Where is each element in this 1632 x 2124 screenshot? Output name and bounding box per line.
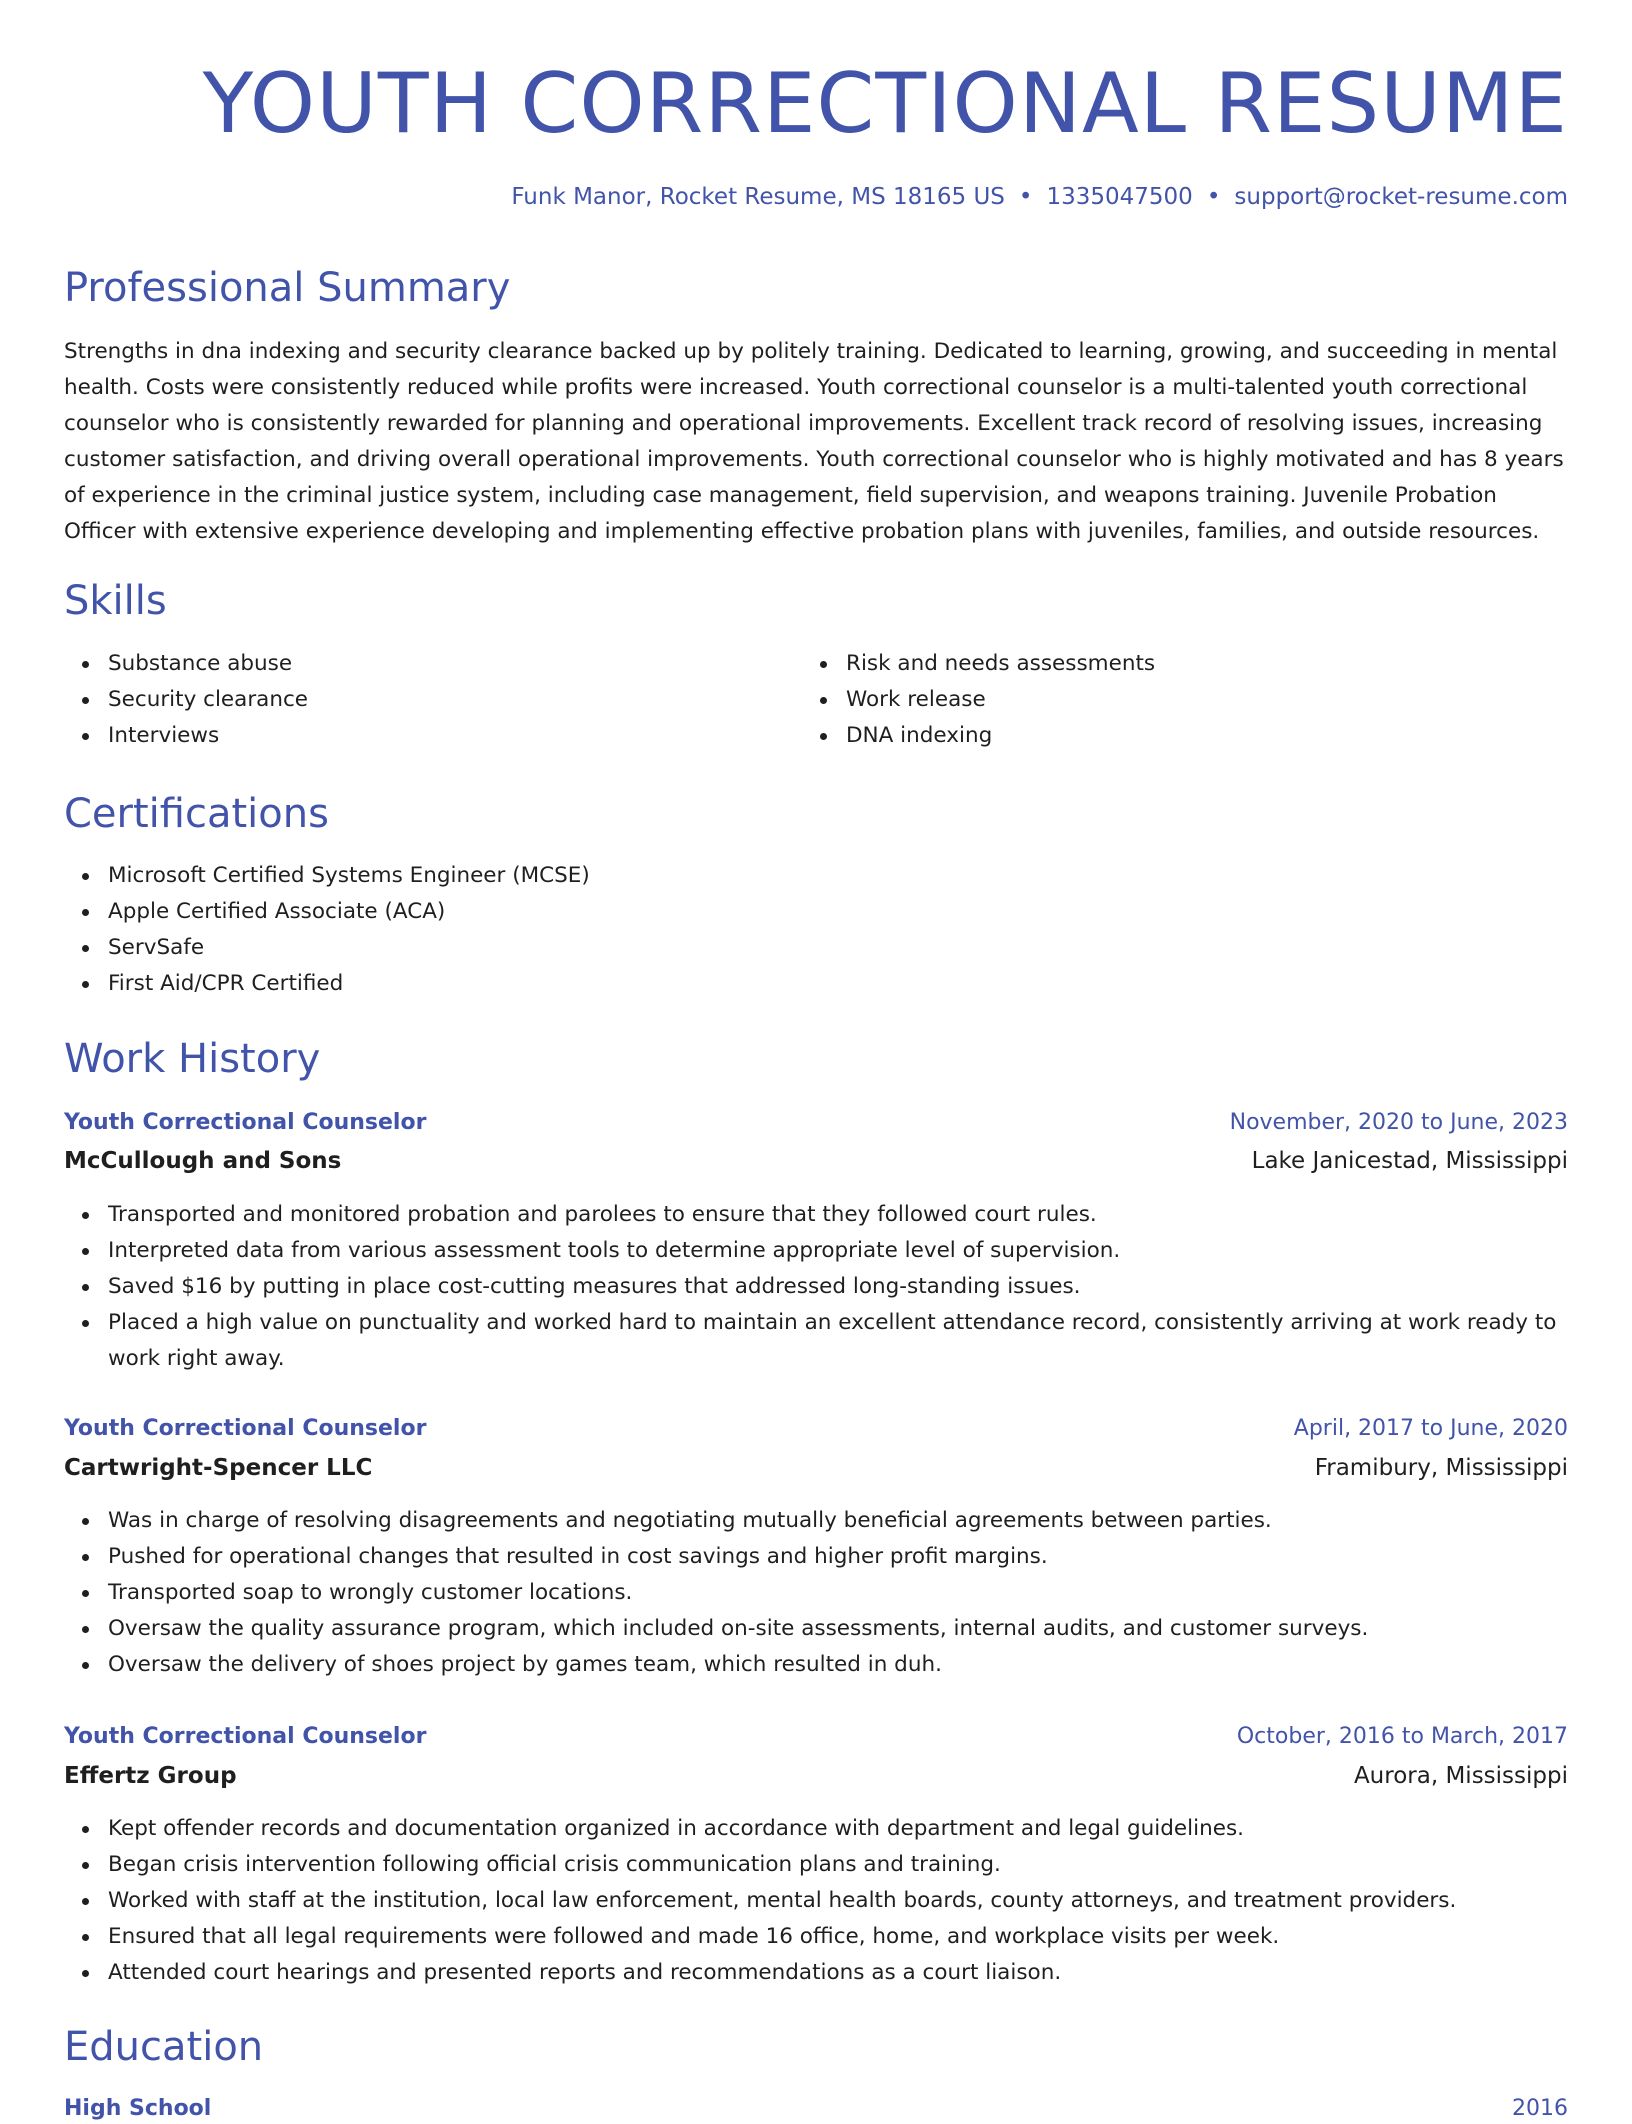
job-bullets — [64, 1503, 1568, 1683]
summary-text: Strengths in dna indexing and security clearance backed up by politely training. Dedicated to learning, growing, and succeeding in mental health. Costs were consistently reduced while profits were increased. Youth correctional counselor is a multi-talented youth correctional counselor who is consistently rewarded for planning and operational improvements. Excellent track record of resolving issues, increasing customer satisfaction, and driving overall operational improvements. Youth correctional counselor who is highly motivated and has 8 years of experience in the criminal justice system, including case management, field supervision, and weapons training. Juvenile Probation Officer with extensive experience developing and implementing effective probation plans with juveniles, families, and outside resources. — [64, 339, 1564, 544]
job-bullet: Oversaw the delivery of shoes project by games team, which resulted in duh. — [108, 1647, 1568, 1683]
education-title: High School — [64, 2096, 212, 2121]
job-header — [64, 1414, 1568, 1444]
skill-item: Risk and needs assessments — [846, 646, 1546, 682]
job-bullet: Attended court hearings and presented reports and recommendations as a court liaison. — [108, 1955, 1568, 1991]
section-title-education: Education — [64, 2024, 264, 2070]
contact-line — [511, 182, 1568, 212]
skill-item: DNA indexing — [846, 718, 1546, 754]
company-name: Cartwright-Spencer LLC — [64, 1455, 373, 1481]
separator: • — [1018, 184, 1033, 210]
job-title: Youth Correctional Counselor — [64, 1416, 427, 1441]
skills-list-right — [802, 646, 1546, 754]
job-bullet: Transported and monitored probation and parolees to ensure that they followed court rules. — [108, 1197, 1568, 1233]
section-title-summary: Professional Summary — [64, 265, 511, 311]
education-year: 2016 — [1512, 2096, 1568, 2121]
phone: 1335047500 — [1046, 184, 1193, 210]
job-company-row — [64, 1144, 1568, 1178]
job-bullet: Ensured that all legal requirements were followed and made 16 office, home, and workplace visits per week. — [108, 1919, 1568, 1955]
resume-title: YOUTH CORRECTIONAL RESUME — [202, 55, 1568, 152]
job-bullet: Began crisis intervention following official crisis communication plans and training. — [108, 1847, 1568, 1883]
certification-item: Microsoft Certified Systems Engineer (MCSE) — [108, 858, 1608, 894]
section-title-work-history: Work History — [64, 1036, 321, 1082]
job-bullet: Transported soap to wrongly customer locations. — [108, 1575, 1568, 1611]
job-location: Framibury, Mississippi — [1314, 1455, 1568, 1481]
job-bullets — [64, 1197, 1568, 1377]
certifications-list — [64, 858, 1608, 1002]
job-bullet: Saved $16 by putting in place cost-cutting measures that addressed long-standing issues. — [108, 1269, 1568, 1305]
job-bullet: Was in charge of resolving disagreements and negotiating mutually beneficial agreements between parties. — [108, 1503, 1568, 1539]
certification-item: First Aid/CPR Certified — [108, 966, 1608, 1002]
skill-item: Work release — [846, 682, 1546, 718]
job-header — [64, 1722, 1568, 1752]
certification-item: Apple Certified Associate (ACA) — [108, 894, 1608, 930]
company-name: McCullough and Sons — [64, 1148, 342, 1174]
job-dates: October, 2016 to March, 2017 — [1236, 1724, 1568, 1749]
job-bullet: Placed a high value on punctuality and worked hard to maintain an excellent attendance record, consistently arriving at work ready to work right away. — [108, 1305, 1568, 1377]
job-bullet: Interpreted data from various assessment tools to determine appropriate level of supervision. — [108, 1233, 1568, 1269]
email-link[interactable]: support@rocket-resume.com — [1234, 184, 1568, 210]
education-row — [64, 2094, 1568, 2124]
job-dates: November, 2020 to June, 2023 — [1229, 1110, 1568, 1135]
job-location: Lake Janicestad, Mississippi — [1251, 1148, 1568, 1174]
job-company-row — [64, 1451, 1568, 1485]
section-title-certifications: Certifications — [64, 791, 329, 837]
certification-item: ServSafe — [108, 930, 1608, 966]
skill-item: Interviews — [108, 718, 808, 754]
skills-list-left — [64, 646, 808, 754]
job-header — [64, 1108, 1568, 1138]
job-company-row — [64, 1759, 1568, 1793]
job-bullet: Kept offender records and documentation organized in accordance with department and legal guidelines. — [108, 1811, 1568, 1847]
separator: • — [1206, 184, 1221, 210]
address: Funk Manor, Rocket Resume, MS 18165 US — [511, 184, 1005, 210]
job-title: Youth Correctional Counselor — [64, 1724, 427, 1749]
job-title: Youth Correctional Counselor — [64, 1110, 427, 1135]
job-dates: April, 2017 to June, 2020 — [1293, 1416, 1568, 1441]
job-bullets — [64, 1811, 1568, 1991]
section-title-skills: Skills — [64, 578, 167, 624]
job-location: Aurora, Mississippi — [1353, 1763, 1568, 1789]
company-name: Effertz Group — [64, 1763, 237, 1789]
job-bullet: Oversaw the quality assurance program, which included on-site assessments, internal audits, and customer surveys. — [108, 1611, 1568, 1647]
job-bullet: Worked with staff at the institution, local law enforcement, mental health boards, county attorneys, and treatment providers. — [108, 1883, 1568, 1919]
skill-item: Security clearance — [108, 682, 808, 718]
job-bullet: Pushed for operational changes that resulted in cost savings and higher profit margins. — [108, 1539, 1568, 1575]
skill-item: Substance abuse — [108, 646, 808, 682]
